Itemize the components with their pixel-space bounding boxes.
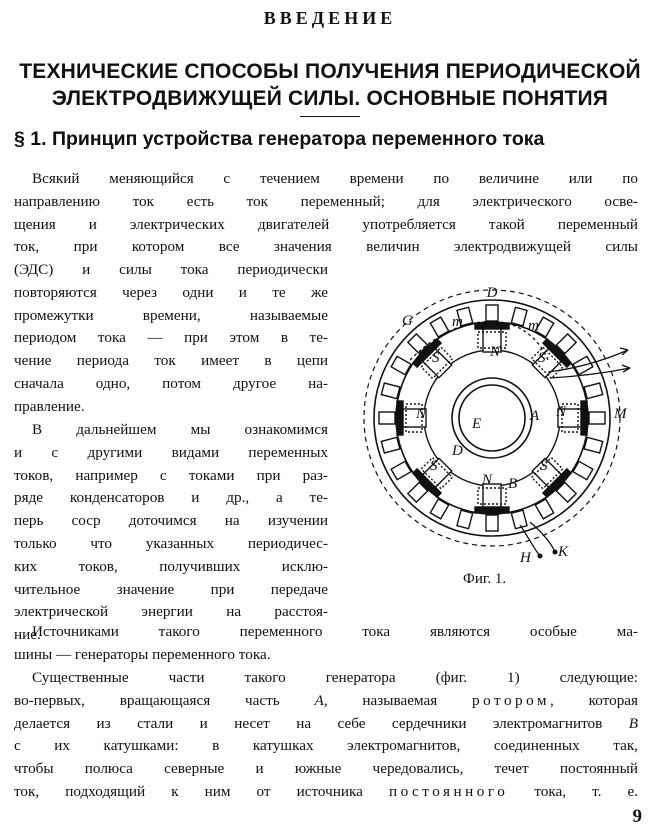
label-S-topright: S [538, 350, 546, 366]
stator-tooth [486, 305, 498, 321]
running-head: ВВЕДЕНИЕ [263, 8, 397, 28]
text-line: (ЭДС) и силы тока периодически [14, 261, 328, 278]
section-title: § 1. Принцип устройства генератора переменного тока [14, 128, 545, 150]
label-G: G [402, 313, 413, 329]
label-m: m [452, 314, 463, 330]
text-line: делается из стали и несет на себе сердечники электромагнитов B [14, 714, 638, 732]
paragraph-1-full [14, 168, 638, 259]
text-line: ние. [14, 626, 41, 644]
label-D-top: D [486, 285, 498, 301]
label-S-bottomleft: S [430, 458, 438, 474]
chapter-title [0, 58, 660, 112]
paragraph-4 [14, 667, 638, 804]
stator-tooth [589, 412, 605, 424]
figure-caption: Фиг. 1. [463, 571, 507, 587]
text-line: направлению ток есть ток переменный; для электрического осве- [14, 192, 638, 210]
pole-shoe [475, 323, 509, 329]
text-line: правление. [14, 397, 85, 415]
paragraph-1-narrow [14, 259, 328, 419]
paragraph-3 [14, 621, 638, 667]
stator-tooth [486, 515, 498, 531]
text-line: ряде конденсаторов и др., а те- [14, 489, 328, 507]
label-B: B [508, 476, 518, 492]
text-line: перь соср доточимся на изучении [14, 512, 328, 530]
text-line: сначала одно, потом другое на- [14, 374, 328, 392]
stator-tooth [511, 307, 527, 326]
text-line: электрической энергии на расстоя- [14, 603, 328, 621]
text-line: повторяются через одни и те же [14, 283, 328, 301]
text-line: чение периода ток имеет в цепи [14, 352, 328, 370]
text-line: Источниками такого переменного тока являются особые ма- [32, 623, 638, 640]
text-line: щения и электрических двигателей употребляется такой переменный [14, 215, 638, 233]
label-D-mid: D [452, 443, 463, 459]
stator-tooth [379, 412, 395, 424]
label-N-right: N [556, 404, 567, 420]
chapter-title-line: ЭЛЕКТРОДВИЖУЩЕЙ СИЛЫ. ОСНОВНЫЕ ПОНЯТИЯ [51, 87, 609, 110]
text-line: и с другими видами переменных [14, 443, 328, 461]
terminal-dot [553, 550, 558, 555]
label-m: m [528, 318, 539, 334]
label-S-bottomright: S [540, 458, 548, 474]
label-A: A [530, 408, 540, 424]
terminal-dot [538, 554, 543, 559]
stator-tooth [511, 510, 527, 529]
shaft-outer-circle [452, 378, 532, 458]
pole-shoe [581, 401, 587, 435]
rotor-pole [475, 484, 509, 513]
page-number: 9 [632, 806, 642, 827]
pole-shoe [397, 401, 403, 435]
text-line: Существенные части такого генератора (фиг. 1) следующие: [32, 669, 638, 686]
text-line: промежутки времени, называемые [14, 306, 328, 324]
label-K: K [558, 544, 569, 560]
label-E: E [472, 416, 482, 432]
text-line: ток, при котором все значения величин электродвижущей силы [14, 238, 638, 256]
section-divider [300, 116, 360, 117]
text-line: ток, подходящий к ним от источника постоянного тока, т. е. [14, 782, 639, 800]
paragraph-2-narrow [14, 419, 328, 647]
stator-tooth [457, 510, 473, 529]
stator-tooth [381, 437, 400, 453]
label-N-left: N [416, 406, 427, 422]
text-line: с их катушками: в катушках электромагнитов, соединенных так, [14, 737, 638, 755]
label-N-top: N [490, 344, 501, 360]
shaft-inner-circle [459, 385, 525, 451]
label-H: H [520, 550, 531, 566]
text-line: Всякий меняющийся с течением времени по величине или по [32, 170, 638, 187]
text-line: токов, например с токами при раз- [14, 466, 328, 484]
text-line: чтобы полюса северные и южные чередовались, течет постоянный [14, 760, 638, 778]
text-line: ких токов, получивших исклю- [14, 557, 328, 575]
label-M: M [614, 406, 627, 422]
text-line: В дальнейшем мы ознакомимся [32, 421, 328, 438]
text-line: шины — генераторы переменного тока. [14, 645, 271, 663]
label-N-bottom: N [482, 472, 493, 488]
stator-tooth [584, 383, 603, 399]
text-line: только что указанных периодичес- [14, 534, 328, 552]
stator-tooth [381, 383, 400, 399]
text-line: во-первых, вращающаяся часть A, называемая ротором, которая [14, 691, 639, 709]
label-S-topleft: S [432, 350, 440, 366]
chapter-title-line: ТЕХНИЧЕСКИЕ СПОСОБЫ ПОЛУЧЕНИЯ ПЕРИОДИЧЕСКОЙ [19, 60, 641, 83]
stator-tooth [584, 437, 603, 453]
pole-shoe [475, 507, 509, 513]
text-line: периодом тока — при этом в те- [14, 329, 328, 347]
generator-figure [340, 270, 640, 600]
text-line: чительное значение при передаче [14, 580, 328, 598]
